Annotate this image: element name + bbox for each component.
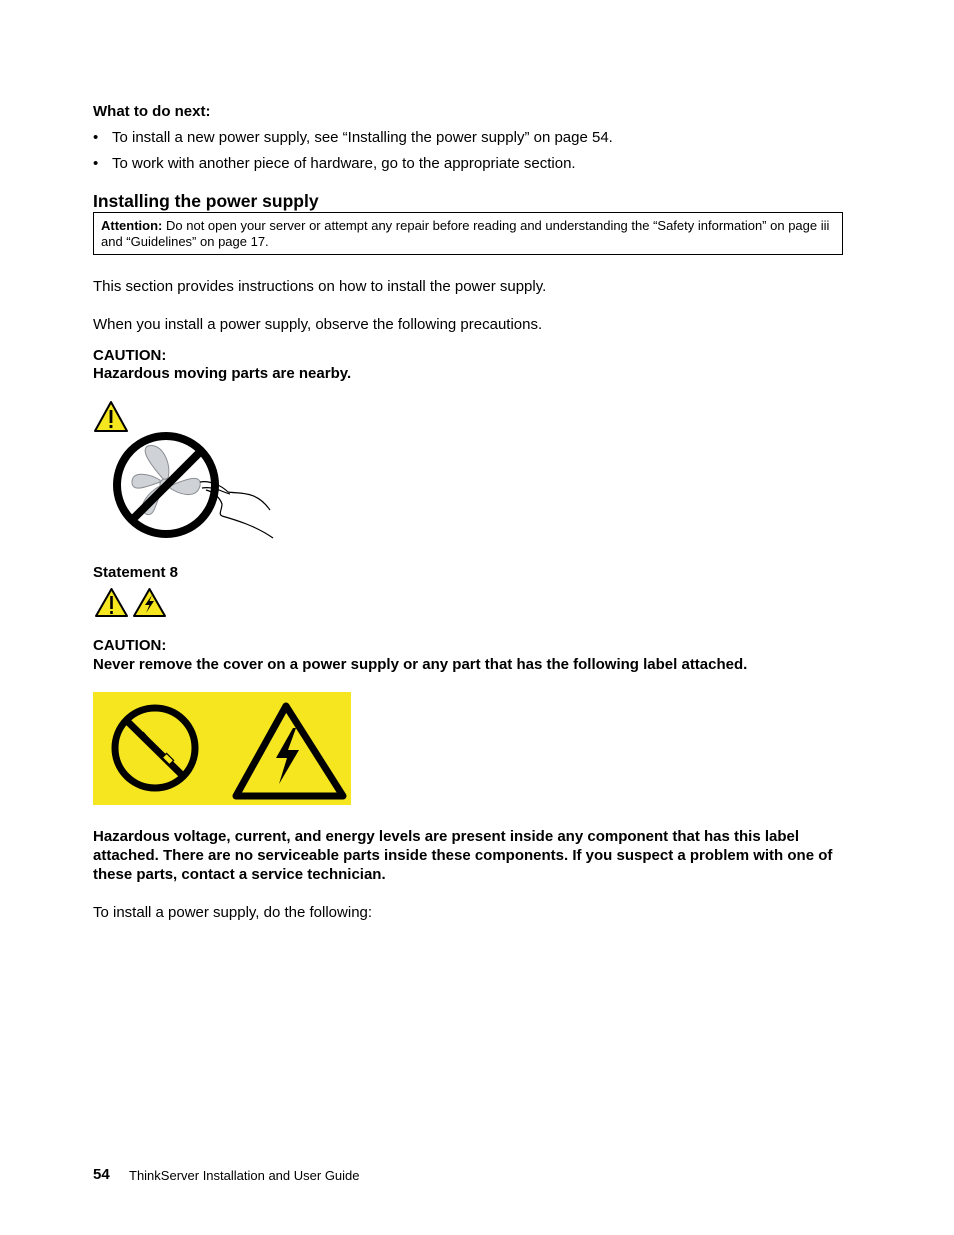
bullet-icon: • [93,155,99,172]
next-steps-heading: What to do next: [93,103,211,120]
guide-title: ThinkServer Installation and User Guide [129,1168,360,1183]
page-number: 54 [93,1166,110,1183]
intro-paragraph-2: When you install a power supply, observe the following precautions. [93,316,543,333]
intro-paragraph-1: This section provides instructions on how to install the power supply. [93,278,547,295]
hazard-warning-text: Hazardous voltage, current, and energy levels are present inside any component that has this label attached. There are no serviceable parts inside these components. If you suspect a problem with one of these parts, contact a service technician. [93,828,833,883]
hazard-label-graphic [93,692,351,805]
attention-text: Do not open your server or attempt any repair before reading and understanding the “Safety information” on page iii and “Guidelines” on page 17. [101,218,830,249]
statement-label: Statement 8 [93,564,179,581]
caution-label: CAUTION: [93,637,167,654]
section-title: Installing the power supply [93,191,319,211]
list-item-text: To install a new power supply, see “Installing the power supply” on page 54. [112,129,613,146]
electrical-hazard-icon [132,587,167,618]
caution-text: Hazardous moving parts are nearby. [93,365,352,382]
caution-cover-removal [93,637,747,674]
caution-text: Never remove the cover on a power supply or any part that has the following label attached. [93,656,748,673]
attention-label: Attention: [101,218,163,233]
closing-paragraph: To install a power supply, do the following: [93,904,373,921]
list-item-text: To work with another piece of hardware, go to the appropriate section. [112,155,576,172]
warning-triangle-icon [94,587,129,618]
list-item [93,154,576,173]
bullet-icon: • [93,129,99,146]
attention-notice [93,212,843,255]
fan-hazard-icon [110,430,275,542]
list-item [93,128,613,147]
caution-label: CAUTION: [93,347,167,364]
caution-moving-parts [93,347,351,383]
warning-triangle-icon [93,400,129,433]
